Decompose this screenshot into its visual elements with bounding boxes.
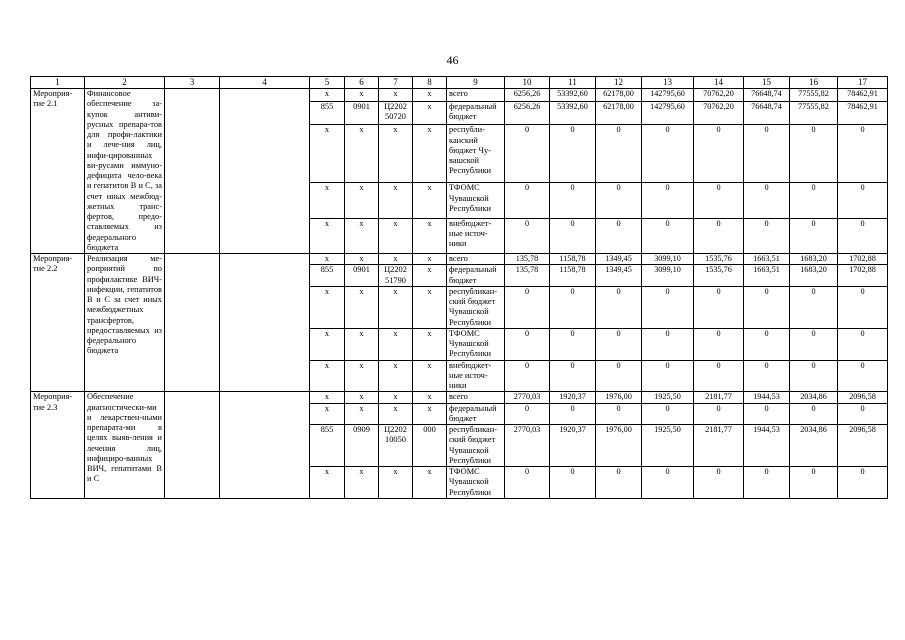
value-cell: 1944,53 <box>744 392 790 403</box>
funding-source: всего <box>447 89 505 102</box>
code-cell: x <box>379 125 413 183</box>
funding-source: внебюджет-ные источ-ники <box>447 360 505 392</box>
value-cell: 0 <box>596 183 642 218</box>
code-cell: x <box>310 392 345 403</box>
code-cell: Ц2202 51790 <box>379 265 413 287</box>
value-cell: 0 <box>505 218 550 253</box>
header-cell: 2 <box>85 77 165 89</box>
empty-cell <box>220 89 310 254</box>
value-cell: 0 <box>505 403 550 425</box>
value-cell: 2181,77 <box>694 425 744 467</box>
code-cell: x <box>413 101 447 125</box>
header-cell: 13 <box>642 77 694 89</box>
header-cell: 11 <box>550 77 596 89</box>
value-cell: 0 <box>694 218 744 253</box>
code-cell: 0909 <box>345 425 379 467</box>
value-cell: 2034,86 <box>790 425 838 467</box>
empty-cell <box>165 254 220 392</box>
value-cell: 2181,77 <box>694 392 744 403</box>
funding-source: ТФОМС Чувашской Республики <box>447 183 505 218</box>
value-cell: 0 <box>790 183 838 218</box>
value-cell: 0 <box>505 467 550 499</box>
value-cell: 2034,86 <box>790 392 838 403</box>
code-cell: x <box>310 403 345 425</box>
code-cell: x <box>345 392 379 403</box>
value-cell: 0 <box>642 286 694 328</box>
value-cell: 0 <box>550 286 596 328</box>
value-cell: 0 <box>694 467 744 499</box>
value-cell: 1920,37 <box>550 392 596 403</box>
value-cell: 0 <box>642 218 694 253</box>
funding-source: республи-канский бюджет Чу-вашской Республики <box>447 125 505 183</box>
code-cell: x <box>413 392 447 403</box>
value-cell: 1976,00 <box>596 392 642 403</box>
value-cell: 0 <box>550 403 596 425</box>
code-cell: x <box>345 89 379 102</box>
value-cell: 0 <box>790 328 838 360</box>
value-cell: 0 <box>596 218 642 253</box>
value-cell: 6256,26 <box>505 101 550 125</box>
value-cell: 0 <box>505 183 550 218</box>
empty-cell <box>220 254 310 392</box>
header-cell: 4 <box>220 77 310 89</box>
value-cell: 1535,76 <box>694 265 744 287</box>
value-cell: 0 <box>744 328 790 360</box>
value-cell: 6256,26 <box>505 89 550 102</box>
code-cell: x <box>413 125 447 183</box>
funding-source: ТФОМС Чувашской Республики <box>447 467 505 499</box>
value-cell: 0 <box>642 183 694 218</box>
header-row <box>31 77 888 89</box>
funding-source: ТФОМС Чувашской Республики <box>447 328 505 360</box>
value-cell: 0 <box>505 360 550 392</box>
value-cell: 0 <box>694 183 744 218</box>
value-cell: 0 <box>642 125 694 183</box>
funding-source: республикан-ский бюджет Чувашской Республики <box>447 425 505 467</box>
value-cell: 0 <box>744 218 790 253</box>
code-cell: 000 <box>413 425 447 467</box>
value-cell: 1349,45 <box>596 254 642 265</box>
value-cell: 0 <box>596 467 642 499</box>
value-cell: 0 <box>694 286 744 328</box>
value-cell: 0 <box>596 328 642 360</box>
value-cell: 0 <box>744 125 790 183</box>
value-cell: 0 <box>505 328 550 360</box>
code-cell: x <box>413 265 447 287</box>
value-cell: 1663,51 <box>744 265 790 287</box>
code-cell: x <box>379 254 413 265</box>
code-cell: 0901 <box>345 101 379 125</box>
value-cell: 0 <box>505 286 550 328</box>
table-body <box>31 77 888 499</box>
measure-description: Обеспечение диагностически-ми и лекарствен-ными препарата-ми в целях выяв-ления и лечения лиц, инфициро-ванных ВИЧ, гепатитами В и С <box>85 392 165 499</box>
value-cell: 0 <box>790 403 838 425</box>
code-cell: x <box>379 89 413 102</box>
funding-source: всего <box>447 392 505 403</box>
code-cell: x <box>345 183 379 218</box>
value-cell: 0 <box>596 125 642 183</box>
code-cell: x <box>413 360 447 392</box>
code-cell: x <box>345 286 379 328</box>
code-cell: x <box>310 286 345 328</box>
code-cell: x <box>379 328 413 360</box>
value-cell: 0 <box>744 403 790 425</box>
value-cell: 70762,20 <box>694 101 744 125</box>
value-cell: 53392,60 <box>550 101 596 125</box>
code-cell: x <box>310 89 345 102</box>
value-cell: 0 <box>744 360 790 392</box>
value-cell: 0 <box>642 403 694 425</box>
code-cell: x <box>310 125 345 183</box>
table-row <box>31 392 888 403</box>
code-cell: x <box>379 286 413 328</box>
value-cell: 0 <box>694 403 744 425</box>
header-cell: 3 <box>165 77 220 89</box>
value-cell: 0 <box>790 286 838 328</box>
value-cell: 0 <box>744 183 790 218</box>
measure-number: Мероприя-тие 2.1 <box>31 89 85 254</box>
table-row <box>31 89 888 102</box>
value-cell: 0 <box>642 328 694 360</box>
value-cell: 3099,10 <box>642 254 694 265</box>
value-cell: 0 <box>790 125 838 183</box>
value-cell: 0 <box>694 360 744 392</box>
value-cell: 0 <box>790 218 838 253</box>
header-cell: 9 <box>447 77 505 89</box>
value-cell: 62178,00 <box>596 89 642 102</box>
value-cell: 1158,78 <box>550 265 596 287</box>
code-cell: x <box>345 360 379 392</box>
header-cell: 10 <box>505 77 550 89</box>
measure-number: Мероприя-тие 2.3 <box>31 392 85 499</box>
code-cell: 855 <box>310 101 345 125</box>
code-cell: x <box>379 360 413 392</box>
value-cell: 1663,51 <box>744 254 790 265</box>
value-cell: 1944,53 <box>744 425 790 467</box>
code-cell: x <box>379 218 413 253</box>
value-cell: 0 <box>694 328 744 360</box>
value-cell: 78462,91 <box>838 89 888 102</box>
value-cell: 142795,60 <box>642 101 694 125</box>
value-cell: 2770,03 <box>505 392 550 403</box>
value-cell: 0 <box>838 218 888 253</box>
value-cell: 0 <box>550 328 596 360</box>
funding-source: федеральный бюджет <box>447 403 505 425</box>
code-cell: x <box>310 360 345 392</box>
value-cell: 0 <box>838 125 888 183</box>
value-cell: 77555,82 <box>790 101 838 125</box>
value-cell: 53392,60 <box>550 89 596 102</box>
empty-cell <box>220 392 310 499</box>
code-cell: x <box>413 218 447 253</box>
code-cell: x <box>345 328 379 360</box>
code-cell: Ц2202 10050 <box>379 425 413 467</box>
funding-source: внебюджет-ные источ-ники <box>447 218 505 253</box>
code-cell: x <box>379 467 413 499</box>
value-cell: 1920,37 <box>550 425 596 467</box>
header-cell: 12 <box>596 77 642 89</box>
value-cell: 0 <box>838 360 888 392</box>
value-cell: 77555,82 <box>790 89 838 102</box>
code-cell: x <box>413 89 447 102</box>
code-cell: x <box>345 467 379 499</box>
value-cell: 0 <box>642 467 694 499</box>
value-cell: 1535,76 <box>694 254 744 265</box>
funding-source: республикан-ский бюджет Чувашской Республики <box>447 286 505 328</box>
value-cell: 2770,03 <box>505 425 550 467</box>
header-cell: 17 <box>838 77 888 89</box>
value-cell: 0 <box>550 218 596 253</box>
code-cell: x <box>413 183 447 218</box>
empty-cell <box>165 392 220 499</box>
value-cell: 1683,20 <box>790 265 838 287</box>
code-cell: x <box>310 218 345 253</box>
value-cell: 0 <box>744 467 790 499</box>
value-cell: 0 <box>790 360 838 392</box>
funding-source: федеральный бюджет <box>447 265 505 287</box>
value-cell: 0 <box>694 125 744 183</box>
value-cell: 142795,60 <box>642 89 694 102</box>
value-cell: 0 <box>550 183 596 218</box>
value-cell: 0 <box>838 328 888 360</box>
code-cell: x <box>345 218 379 253</box>
measure-number: Мероприя-тие 2.2 <box>31 254 85 392</box>
header-cell: 8 <box>413 77 447 89</box>
value-cell: 0 <box>744 286 790 328</box>
value-cell: 2096,58 <box>838 425 888 467</box>
funding-source: всего <box>447 254 505 265</box>
value-cell: 1925,50 <box>642 425 694 467</box>
value-cell: 1702,88 <box>838 254 888 265</box>
code-cell: x <box>310 254 345 265</box>
header-cell: 1 <box>31 77 85 89</box>
value-cell: 70762,20 <box>694 89 744 102</box>
value-cell: 3099,10 <box>642 265 694 287</box>
value-cell: 0 <box>550 125 596 183</box>
code-cell: x <box>345 254 379 265</box>
value-cell: 0 <box>838 183 888 218</box>
code-cell: x <box>379 403 413 425</box>
measure-description: Реализация ме-роприятий по профилактике ВИЧ-инфекции, гепатитов В и С за счет иных межбюджетных трансфертов, предоставляемых из федерального бюджета <box>85 254 165 392</box>
value-cell: 1158,78 <box>550 254 596 265</box>
value-cell: 76648,74 <box>744 89 790 102</box>
code-cell: Ц2202 50720 <box>379 101 413 125</box>
header-cell: 5 <box>310 77 345 89</box>
value-cell: 1683,20 <box>790 254 838 265</box>
code-cell: x <box>310 183 345 218</box>
header-cell: 14 <box>694 77 744 89</box>
code-cell: x <box>310 328 345 360</box>
code-cell: x <box>310 467 345 499</box>
header-cell: 16 <box>790 77 838 89</box>
value-cell: 0 <box>838 403 888 425</box>
funding-source: федеральный бюджет <box>447 101 505 125</box>
value-cell: 62178,00 <box>596 101 642 125</box>
table-row <box>31 254 888 265</box>
value-cell: 76648,74 <box>744 101 790 125</box>
value-cell: 2096,58 <box>838 392 888 403</box>
value-cell: 0 <box>596 360 642 392</box>
header-cell: 7 <box>379 77 413 89</box>
value-cell: 0 <box>550 360 596 392</box>
header-cell: 6 <box>345 77 379 89</box>
value-cell: 0 <box>642 360 694 392</box>
code-cell: 855 <box>310 425 345 467</box>
header-cell: 15 <box>744 77 790 89</box>
value-cell: 0 <box>550 467 596 499</box>
value-cell: 1976,00 <box>596 425 642 467</box>
value-cell: 135,78 <box>505 265 550 287</box>
code-cell: x <box>379 392 413 403</box>
value-cell: 0 <box>596 403 642 425</box>
code-cell: x <box>345 403 379 425</box>
code-cell: x <box>413 328 447 360</box>
empty-cell <box>165 89 220 254</box>
value-cell: 0 <box>838 286 888 328</box>
code-cell: x <box>413 286 447 328</box>
code-cell: 855 <box>310 265 345 287</box>
code-cell: x <box>379 183 413 218</box>
code-cell: 0901 <box>345 265 379 287</box>
value-cell: 1702,88 <box>838 265 888 287</box>
value-cell: 135,78 <box>505 254 550 265</box>
value-cell: 0 <box>790 467 838 499</box>
measure-description: Финансовое обеспечение за-купок антиви-русных препара-тов для профи-лактики и лече-ния лиц, инфи-цированных ви-русами иммуно-дефицита чело-века и гепатитов В и С, за счет иных межбюд-жетных транс-фертов, предо-ставляемых из федерального бюджета <box>85 89 165 254</box>
code-cell: x <box>345 125 379 183</box>
value-cell: 0 <box>596 286 642 328</box>
budget-table <box>30 76 888 499</box>
value-cell: 1349,45 <box>596 265 642 287</box>
value-cell: 78462,91 <box>838 101 888 125</box>
code-cell: x <box>413 254 447 265</box>
page-number: 46 <box>446 53 459 67</box>
value-cell: 0 <box>505 125 550 183</box>
value-cell: 1925,50 <box>642 392 694 403</box>
code-cell: x <box>413 467 447 499</box>
code-cell: x <box>413 403 447 425</box>
value-cell: 0 <box>838 467 888 499</box>
